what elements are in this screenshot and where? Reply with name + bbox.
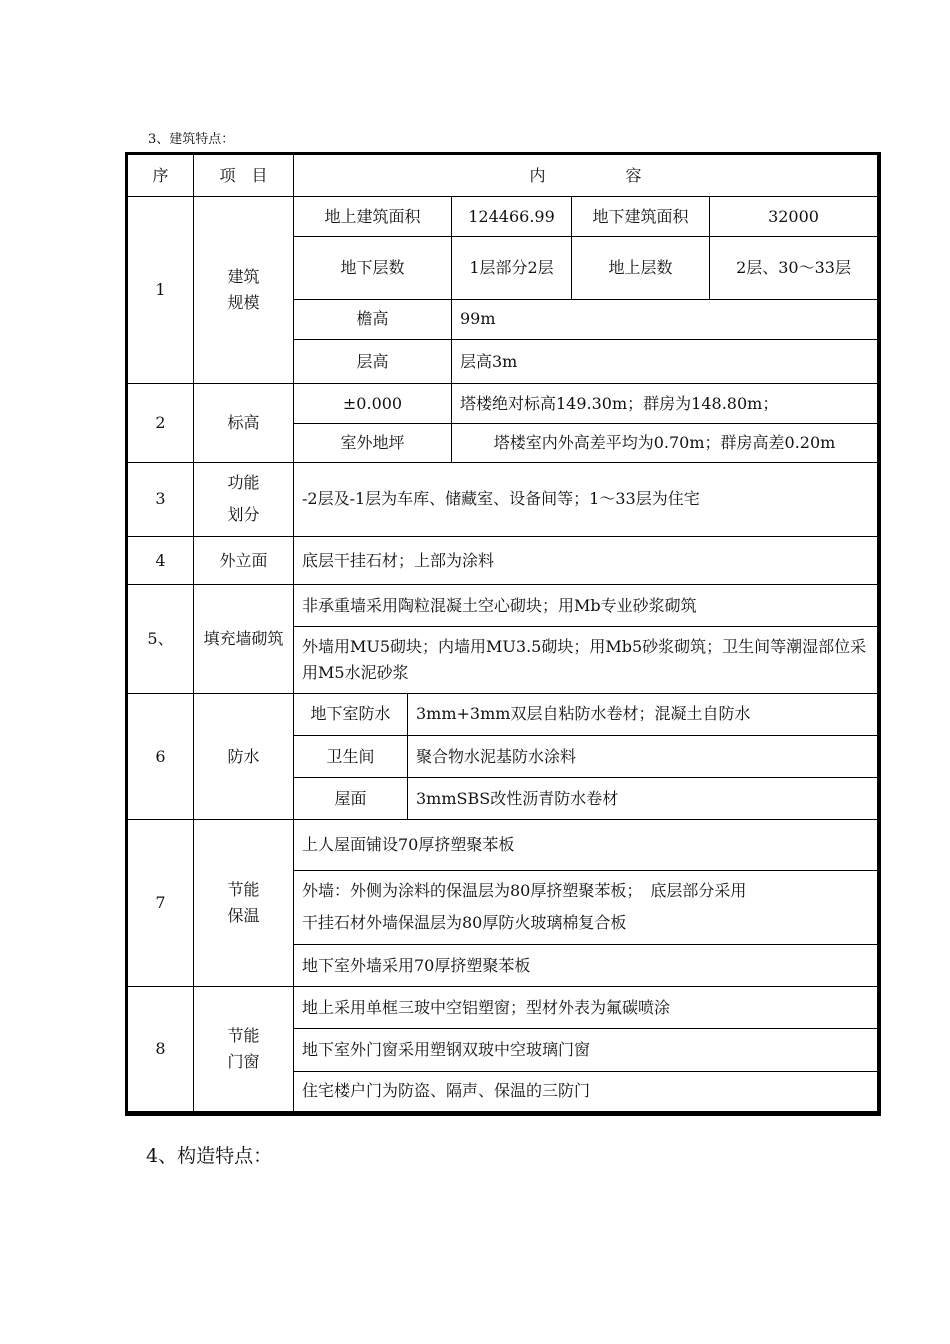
row-5-item: 填充墙砌筑	[194, 585, 294, 694]
infill-wall-value-2: 外墙用MU5砌块；内墙用MU3.5砌块；用Mb5砂浆砌筑；卫生间等潮湿部位采用M5水泥砂浆	[294, 627, 878, 693]
above-floors-value: 2层、30～33层	[710, 237, 878, 299]
window-value-2: 地下室外门窗采用塑钢双玻中空玻璃门窗	[294, 1029, 878, 1071]
header-content-b: 容	[625, 165, 642, 185]
section-3-heading: 3、建筑特点：	[148, 132, 235, 147]
table-row	[128, 987, 878, 1029]
row-8-item-line1: 节能	[227, 1026, 260, 1046]
row-3-item-line1: 功能	[227, 473, 260, 493]
below-area-label: 地下建筑面积	[572, 197, 710, 237]
row-3-item-line2: 划分	[227, 505, 260, 525]
toilet-waterproof-label: 卫生间	[294, 735, 408, 777]
insulation-value-3: 地下室外墙采用70厚挤塑聚苯板	[294, 945, 878, 987]
table-row	[128, 585, 878, 627]
outdoor-ground-value: 塔楼室内外高差平均为0.70m；群房高差0.20m	[452, 424, 878, 462]
row-6-item: 防水	[194, 693, 294, 820]
row-7-seq: 7	[128, 820, 194, 987]
header-content	[294, 155, 878, 197]
table-row	[128, 536, 878, 584]
table-row	[128, 384, 878, 424]
row-7-item-line2: 保温	[227, 906, 260, 926]
section-4-heading: 4、构造特点：	[146, 1145, 273, 1167]
row-1-item	[194, 197, 294, 384]
header-seq: 序	[128, 155, 194, 197]
basement-waterproof-value: 3mm+3mm双层自粘防水卷材；混凝土自防水	[408, 693, 878, 735]
outdoor-ground-label: 室外地坪	[294, 424, 452, 462]
insulation-value-1: 上人屋面铺设70厚挤塑聚苯板	[294, 820, 878, 870]
row-1-item-line1: 建筑	[227, 267, 260, 287]
window-value-3: 住宅楼户门为防盗、隔声、保温的三防门	[294, 1071, 878, 1111]
roof-waterproof-label: 屋面	[294, 778, 408, 820]
below-floors-value: 1层部分2层	[452, 237, 572, 299]
header-content-a: 内	[529, 165, 546, 185]
window-value-1: 地上采用单框三玻中空铝塑窗；型材外表为氟碳喷涂	[294, 987, 878, 1029]
story-height-value: 层高3m	[452, 339, 878, 383]
row-1-seq: 1	[128, 197, 194, 384]
row-1-item-line2: 规模	[227, 293, 260, 313]
datum-label: ±0.000	[294, 384, 452, 424]
roof-waterproof-value: 3mmSBS改性沥青防水卷材	[408, 778, 878, 820]
basement-waterproof-label: 地下室防水	[294, 693, 408, 735]
row-8-seq: 8	[128, 987, 194, 1112]
row-4-seq: 4	[128, 536, 194, 584]
eave-height-value: 99m	[452, 299, 878, 339]
row-5-seq: 5、	[128, 585, 194, 694]
facade-value: 底层干挂石材；上部为涂料	[294, 536, 878, 584]
above-floors-label: 地上层数	[572, 237, 710, 299]
row-8-item	[194, 987, 294, 1112]
toilet-waterproof-value: 聚合物水泥基防水涂料	[408, 735, 878, 777]
building-features-table	[125, 152, 881, 1116]
story-height-label: 层高	[294, 339, 452, 383]
datum-value: 塔楼绝对标高149.30m；群房为148.80m；	[452, 384, 878, 424]
eave-height-label: 檐高	[294, 299, 452, 339]
below-area-value: 32000	[710, 197, 878, 237]
table-header-row	[128, 155, 878, 197]
row-4-item: 外立面	[194, 536, 294, 584]
row-2-seq: 2	[128, 384, 194, 462]
above-area-label: 地上建筑面积	[294, 197, 452, 237]
header-item: 项 目	[194, 155, 294, 197]
function-division-value: -2层及-1层为车库、储藏室、设备间等；1～33层为住宅	[294, 462, 878, 536]
table-row	[128, 462, 878, 536]
row-7-item	[194, 820, 294, 987]
row-7-item-line1: 节能	[227, 880, 260, 900]
table-row	[128, 820, 878, 870]
above-area-value: 124466.99	[452, 197, 572, 237]
table-row	[128, 197, 878, 237]
row-2-item: 标高	[194, 384, 294, 462]
row-3-item	[194, 462, 294, 536]
row-6-seq: 6	[128, 693, 194, 820]
below-floors-label: 地下层数	[294, 237, 452, 299]
row-8-item-line2: 门窗	[227, 1052, 260, 1072]
row-3-seq: 3	[128, 462, 194, 536]
infill-wall-value-1: 非承重墙采用陶粒混凝土空心砌块；用Mb专业砂浆砌筑	[294, 585, 878, 627]
insulation-value-2-line1: 外墙：外侧为涂料的保温层为80厚挤塑聚苯板； 底层部分采用	[302, 881, 747, 901]
table-row	[128, 693, 878, 735]
insulation-value-2-line2: 干挂石材外墙保温层为80厚防火玻璃棉复合板	[302, 913, 627, 933]
insulation-value-2	[294, 870, 878, 944]
